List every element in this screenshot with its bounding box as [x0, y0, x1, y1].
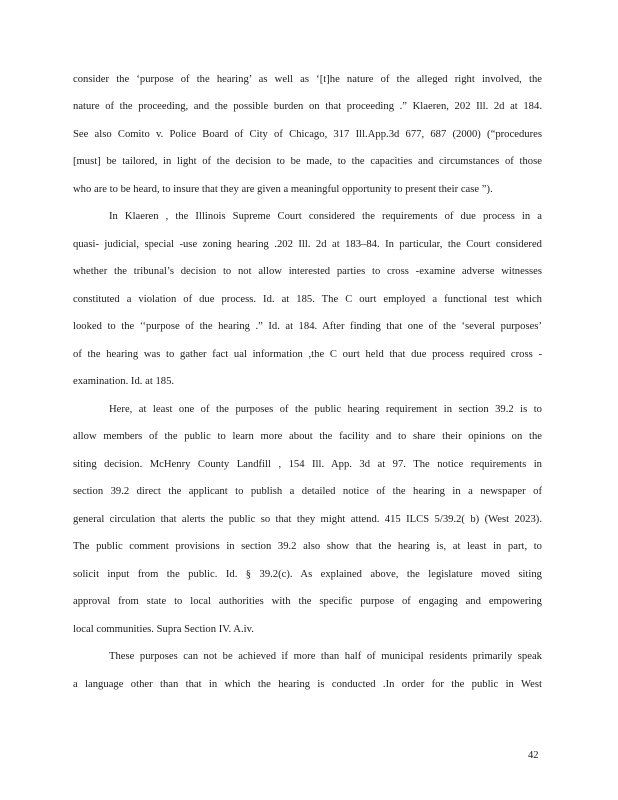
text-line: of the hearing was to gather fact ual information ,the C ourt held that due process required cross - — [73, 349, 542, 360]
text-line: solicit input from the public. Id. § 39.2(c). As explained above, the legislature moved siting — [73, 569, 542, 580]
text-line: general circulation that alerts the public so that they might attend. 415 ILCS 5/39.2( b) (West 2023). — [73, 514, 542, 525]
text-line: consider the ‘purpose of the hearing’ as well as ‘[t]he nature of the alleged right involved, the — [73, 74, 542, 85]
text-line: nature of the proceeding, and the possible burden on that proceeding .” Klaeren, 202 Ill. 2d at 184. — [73, 101, 542, 112]
text-line: looked to the ‘‘purpose of the hearing .” Id. at 184. After finding that one of the ‘several purposes’ — [73, 321, 542, 332]
text-line: constituted a violation of due process. Id. at 185. The C ourt employed a functional test which — [73, 294, 542, 305]
text-line: approval from state to local authorities with the specific purpose of engaging and empowering — [73, 596, 542, 607]
text-line: See also Comito v. Police Board of City of Chicago, 317 Ill.App.3d 677, 687 (2000) (“procedures — [73, 129, 542, 140]
page-number: 42 — [528, 750, 539, 761]
text-line: These purposes can not be achieved if more than half of municipal residents primarily speak — [109, 651, 542, 662]
text-line: a language other than that in which the hearing is conducted .In order for the public in West — [73, 679, 542, 690]
text-line: Here, at least one of the purposes of the public hearing requirement in section 39.2 is to — [109, 404, 542, 415]
text-line: The public comment provisions in section 39.2 also show that the hearing is, at least in part, to — [73, 541, 542, 552]
text-line: section 39.2 direct the applicant to publish a detailed notice of the hearing in a newspaper of — [73, 486, 542, 497]
text-line: whether the tribunal’s decision to not allow interested parties to cross -examine adverse witnesses — [73, 266, 542, 277]
text-line: local communities. Supra Section IV. A.iv. — [73, 624, 254, 635]
text-line: [must] be tailored, in light of the decision to be made, to the capacities and circumstances of those — [73, 156, 542, 167]
text-line: allow members of the public to learn more about the facility and to share their opinions on the — [73, 431, 542, 442]
text-line: quasi- judicial, special -use zoning hearing .202 Ill. 2d at 183–84. In particular, the Court considered — [73, 239, 542, 250]
text-line: siting decision. McHenry County Landfill , 154 Ill. App. 3d at 97. The notice requirements in — [73, 459, 542, 470]
text-line: In Klaeren , the Illinois Supreme Court considered the requirements of due process in a — [109, 211, 542, 222]
text-line: examination. Id. at 185. — [73, 376, 175, 387]
text-line: who are to be heard, to insure that they are given a meaningful opportunity to present their case ”). — [73, 184, 493, 195]
